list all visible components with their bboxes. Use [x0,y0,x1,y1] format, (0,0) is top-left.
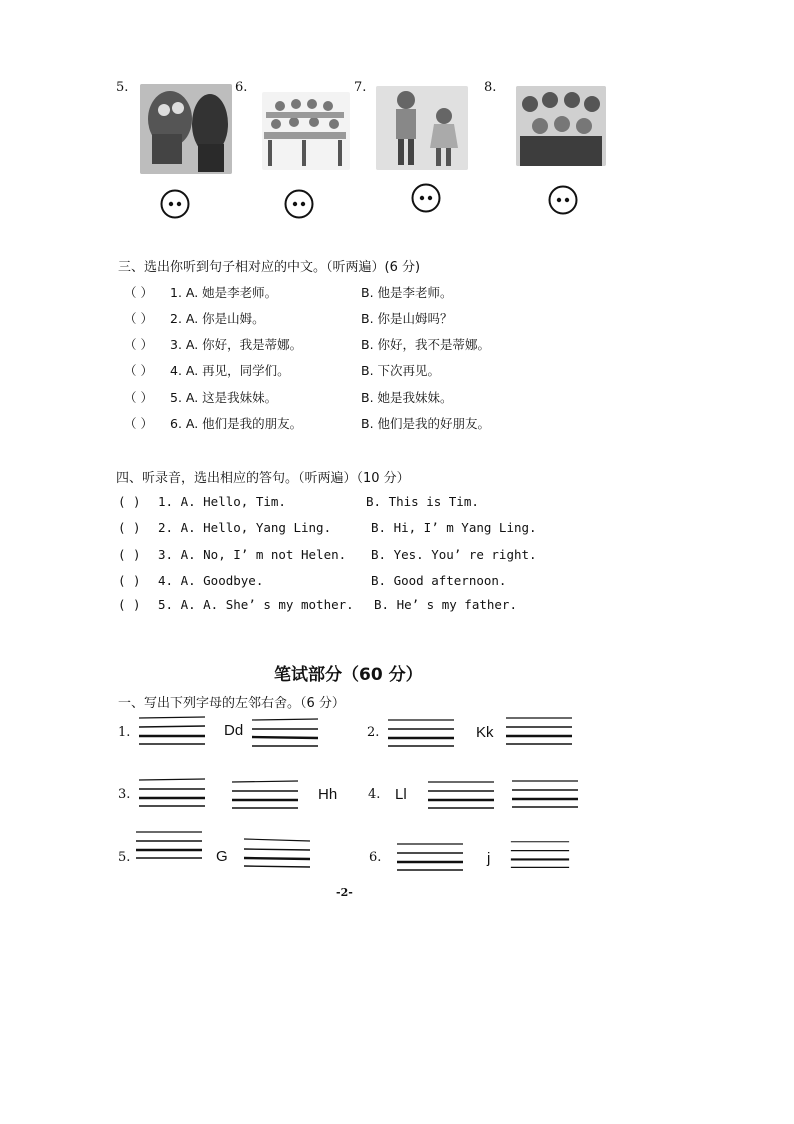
option-b: B. 她是我妹妹。 [361,390,453,405]
option-a: 3. A. 你好，我是蒂娜。 [170,337,303,352]
option-a: 4. A. Goodbye. [158,573,264,588]
option-b: B. 你好，我不是蒂娜。 [361,337,491,352]
smiley-face-blank-icon[interactable] [160,189,190,219]
option-b: B. He’ s my father. [374,597,517,612]
item-number: 2. [367,725,380,740]
writing-lines[interactable] [136,830,202,860]
writing-lines[interactable] [244,838,310,868]
writing-lines[interactable] [397,842,463,872]
given-letter: Dd [224,722,244,739]
answer-blank[interactable]: ( ) [118,494,141,509]
option-a: 1. A. 她是李老师。 [170,285,278,300]
writing-lines[interactable] [232,780,298,810]
option-b: B. 你是山姆吗？ [361,311,453,326]
option-a: 6. A. 他们是我的朋友。 [170,416,303,431]
item-number: 1. [118,725,131,740]
given-letter: j [487,850,491,867]
item-number: 3. [118,787,131,802]
option-b: B. Yes. You’ re right. [371,547,537,562]
smiley-face-blank-icon[interactable] [284,189,314,219]
section-heading: 一、写出下列字母的左邻右舍。（6 分） [118,696,345,711]
writing-lines[interactable] [506,716,572,746]
item-number: 6. [369,850,382,865]
page-number: -2- [336,886,353,899]
group-of-people-picture [516,86,606,166]
writing-lines[interactable] [507,840,573,870]
page-title: 笔试部分（60 分） [274,665,423,685]
cartoon-robot-picture [140,84,232,174]
answer-blank[interactable]: （ ） [124,311,153,326]
option-a: 5. A. 这是我妹妹。 [170,390,278,405]
section-heading: 四、听录音，选出相应的答句。（听两遍）（10 分） [116,471,410,486]
option-a: 5. A. A. She’ s my mother. [158,597,354,612]
given-letter: G [216,848,228,865]
answer-blank[interactable]: （ ） [124,416,153,431]
answer-blank[interactable]: （ ） [124,363,153,378]
classroom-picture [262,92,350,170]
option-a: 4. A. 再见，同学们。 [170,363,290,378]
writing-lines[interactable] [139,716,205,746]
given-letter: Ll [395,786,407,803]
answer-blank[interactable]: ( ) [118,573,141,588]
answer-blank[interactable]: ( ) [118,520,141,535]
writing-lines[interactable] [428,780,494,810]
writing-lines[interactable] [252,718,318,748]
picture-number: 7. [354,80,367,95]
option-a: 2. A. Hello, Yang Ling. [158,520,332,535]
answer-blank[interactable]: （ ） [124,390,153,405]
smiley-face-blank-icon[interactable] [548,185,578,215]
picture-number: 5. [116,80,129,95]
given-letter: Kk [476,724,494,741]
writing-lines[interactable] [388,718,454,748]
option-b: B. This is Tim. [366,494,479,509]
option-b: B. 他是李老师。 [361,285,453,300]
option-a: 2. A. 你是山姆。 [170,311,265,326]
option-b: B. 下次再见。 [361,363,441,378]
item-number: 4. [368,787,381,802]
option-b: B. 他们是我的好朋友。 [361,416,491,431]
picture-number: 6. [235,80,248,95]
section-heading: 三、选出你听到句子相对应的中文。（听两遍）(6 分) [118,260,421,275]
given-letter: Hh [318,786,338,803]
option-a: 1. A. Hello, Tim. [158,494,286,509]
picture-number: 8. [484,80,497,95]
answer-blank[interactable]: ( ) [118,547,141,562]
writing-lines[interactable] [512,779,578,809]
answer-blank[interactable]: （ ） [124,337,153,352]
smiley-face-blank-icon[interactable] [411,183,441,213]
answer-blank[interactable]: （ ） [124,285,153,300]
item-number: 5. [118,850,131,865]
answer-blank[interactable]: ( ) [118,597,141,612]
option-b: B. Good afternoon. [371,573,507,588]
option-a: 3. A. No, I’ m not Helen. [158,547,347,562]
writing-lines[interactable] [139,778,205,808]
option-b: B. Hi, I’ m Yang Ling. [371,520,537,535]
boy-and-girl-picture [376,86,468,170]
